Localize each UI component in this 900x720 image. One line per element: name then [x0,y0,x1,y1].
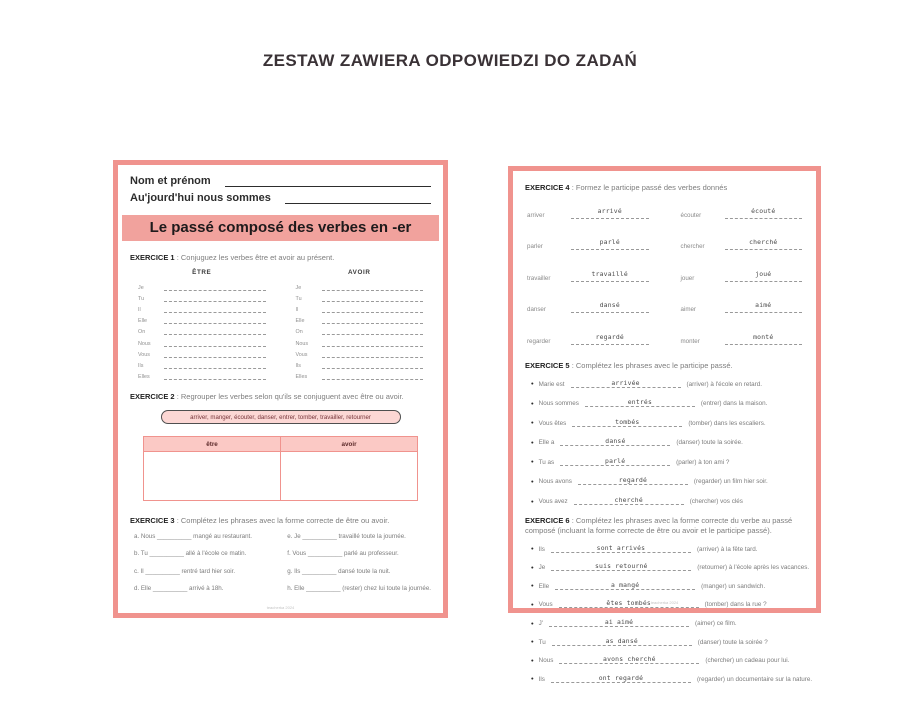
conjugation-row [296,347,424,358]
exercise-6-instruction: : Complétez les phrases avec la forme correcte du verbe au passé composé (incluant la forme correcte de être ou avoir et le participe passé). [525,515,793,536]
sentence-item: h. Elle __________ (rester) chez lui toute la journée. [287,585,431,593]
pronoun-label: Elle [295,318,305,325]
conjugation-row [138,302,266,313]
conjugation-table [130,269,431,381]
exercise-3-label: EXERCICE 3 [130,516,175,526]
verb-label: parler [527,243,543,250]
answer-line [725,200,803,219]
etre-column [138,269,266,381]
sentence-item [531,496,804,505]
answer-line [725,294,803,313]
sentence-end: (aimer) ce film. [695,620,737,628]
exercise-5-heading [525,361,804,372]
sentence-end: (arriver) à la fête tard. [696,545,758,553]
conjugation-row [296,291,424,302]
sentence-end: (manger) un sandwich. [701,582,766,590]
exercise-2-heading [130,392,431,403]
verb-label: écouter [680,211,702,219]
pronoun-label: Ils [295,363,301,369]
pronoun-label: Elle [138,318,147,325]
answer-line [725,231,803,250]
answer-blank-line [164,305,266,313]
verb-word-bank: arriver, manger, écouter, danser, entrer, tomber, travailler, retourner [161,410,401,425]
answer-line [725,326,803,345]
sentence-start: • Elle a [538,439,555,447]
handwritten-answer: monté [753,332,774,341]
sentence-start: • J' [538,620,543,628]
sentence-end: (arriver) à l'école en retard. [686,380,762,388]
name-field-row [130,175,431,187]
sentence-start: • Nous avons [538,478,572,486]
conjugation-row [138,347,266,358]
name-blank-line [225,175,431,187]
conjugation-row [296,369,424,380]
answer-blank-line [322,339,424,347]
sentence-item [531,457,804,466]
handwritten-answer: dansé [605,437,626,446]
exercise-4-heading [525,183,804,194]
sentence-start: • Tu [538,638,546,646]
answer-line [574,496,684,505]
pronoun-label: Tu [295,295,302,302]
page-title: ZESTAW ZAWIERA ODPOWIEDZI DO ZADAŃ [262,51,638,70]
sentence-end: (regarder) un documentaire sur la nature. [696,675,813,683]
verb-label: jouer [680,274,695,282]
sentence-item: b. Tu __________ allé à l'école ce matin. [134,550,247,558]
sentence-item [531,418,804,427]
date-blank-line [285,192,431,204]
answer-blank-line [322,316,424,324]
answer-line [549,618,689,627]
handwritten-answer: cherché [749,238,778,246]
conjugation-row [138,335,266,346]
page-footer-watermark: teacherka 2024 [266,605,295,610]
handwritten-answer: aimé [755,301,772,309]
worksheet-page-2 [508,166,821,683]
answer-blank-line [164,372,266,380]
handwritten-answer: parlé [605,456,626,465]
pronoun-label: Je [138,284,144,291]
sentence-start: • Ils [538,675,545,683]
answer-line [571,231,649,250]
handwritten-answer: ont regardé [598,673,644,682]
pronoun-label: Il [138,307,141,314]
handwritten-answer: a mangé [610,580,640,589]
answer-blank-line [164,294,266,302]
exercise-4-label: EXERCICE 4 [525,183,570,192]
exercise-2-label: EXERCICE 2 [130,392,175,402]
sentence-start: • Je [538,564,546,572]
handwritten-answer: avons cherché [603,655,656,664]
participle-row [527,200,649,219]
handwritten-answer: êtes tombés [606,599,651,608]
participle-row [527,326,649,345]
answer-blank-line [322,361,424,369]
exercise-6-heading [525,516,804,537]
exercise-3-instruction: : Complétez les phrases avec la forme correcte de être ou avoir. [174,516,390,526]
conjugation-row [138,280,266,291]
sentence-start: • Nous [538,657,554,665]
answer-line [572,418,682,427]
sentence-item [531,437,804,446]
verb-label: monter [680,337,700,345]
etre-avoir-sorting-table [143,436,418,501]
sentence-item [531,379,804,388]
sentence-item [531,562,810,572]
participle-row [681,200,803,219]
sentence-item: g. Ils __________ dansé toute la nuit. [287,567,391,575]
handwritten-answer: tombés [615,417,640,426]
exercise-5-label: EXERCICE 5 [525,361,570,370]
sentence-start: • Vous [538,601,553,609]
sentence-item: d. Elle __________ arrivé à 18h. [134,585,224,593]
sentence-end: (tomber) dans la rue ? [704,601,767,609]
answer-line [571,294,649,313]
answer-line [551,674,691,683]
handwritten-answer: arrivée [611,378,640,387]
answer-line [551,544,691,553]
answer-line [571,379,681,388]
conjugation-row [296,302,424,313]
answer-line [585,398,695,407]
answer-line [552,637,692,646]
pronoun-label: Nous [138,340,151,347]
verb-label: danser [527,306,546,313]
avoir-column [296,269,424,381]
handwritten-answer: cherché [614,496,643,505]
sorting-table-header-etre: être [144,437,281,452]
pronoun-label: Elles [295,374,308,381]
answer-blank-line [164,316,266,324]
sentence-item [531,637,804,646]
answer-line [560,437,670,446]
answer-blank-line [322,283,424,291]
answer-line [559,655,699,664]
exercise-3-right-column [287,533,431,603]
pronoun-label: On [138,329,146,336]
pronoun-label: Elles [138,374,150,381]
conjugation-row [296,324,424,335]
sentence-end: (danser) toute la soirée ? [697,638,768,646]
sorting-table-cell-avoir [281,452,418,501]
sentence-end: (retourner) à l'école après les vacances. [697,564,810,572]
answer-blank-line [164,327,266,335]
exercise-1-heading [130,253,431,264]
sorting-table-header-avoir: avoir [281,437,418,452]
answer-line [578,476,688,485]
sentence-item [531,544,804,553]
conjugation-row [296,280,424,291]
pronoun-label: Vous [295,351,308,358]
handwritten-answer: arrivé [597,206,622,215]
answer-blank-line [164,283,266,291]
pronoun-label: Je [295,284,302,291]
conjugation-row [138,369,266,380]
answer-blank-line [164,339,266,347]
exercise-3-left-column [134,533,277,603]
worksheet-title-banner: Le passé composé des verbes en -er [122,215,439,241]
handwritten-answer: parlé [599,238,620,246]
exercise-1-instruction: : Conjuguez les verbes être et avoir au présent. [174,253,335,262]
date-label: Au'jourd'hui nous sommes [130,192,271,204]
answer-line [571,326,649,345]
answer-line [725,263,803,282]
verb-label: aimer [680,306,696,313]
sentence-start: • Elle [538,582,550,590]
participle-row [527,294,649,313]
answer-blank-line [322,305,424,313]
answer-blank-line [164,350,266,358]
exercise-6-label: EXERCICE 6 [525,515,570,525]
sentence-start: • Nous sommes [538,400,579,408]
verb-label: chercher [680,243,705,250]
exercise-4-right-column [681,200,803,358]
exercise-5-items [525,379,804,506]
sentence-item [531,655,804,664]
participle-row [527,231,649,250]
exercise-3-heading [130,516,431,527]
sorting-table-cell-etre [144,452,281,501]
sentence-end: (regarder) un film hier soir. [693,478,768,486]
verb-label: regarder [527,337,551,345]
sentence-item [531,398,804,407]
handwritten-answer: suis retourné [594,562,648,571]
sentence-start: • Vous avez [538,498,568,506]
sentence-item: a. Nous __________ mangé au restaurant. [134,532,252,540]
handwritten-answer: as dansé [605,636,638,645]
participle-row [527,263,649,282]
participle-row [681,231,803,250]
verb-label: arriver [527,211,545,219]
sentence-end: (danser) toute la soirée. [676,439,743,447]
conjugation-row [138,358,266,369]
handwritten-answer: dansé [599,301,620,309]
participle-row [681,326,803,345]
exercise-4-left-column [527,200,649,358]
conjugation-row [296,358,424,369]
worksheet-page-1 [113,160,448,618]
sentence-item [531,476,804,485]
sentence-end: (chercher) un cadeau pour lui. [705,657,790,665]
handwritten-answer: entrés [627,398,653,407]
exercise-3-items [130,533,431,603]
conjugation-row [138,324,266,335]
answer-line [571,263,649,282]
handwritten-answer: regardé [618,476,648,485]
pronoun-label: On [295,329,303,336]
answer-line [551,562,691,571]
name-label: Nom et prénom [130,175,211,187]
participle-row [681,263,803,282]
sentence-start: • Ils [538,545,545,553]
answer-line [571,200,649,219]
sentence-start: • Vous êtes [538,419,567,427]
exercise-6-items [525,543,813,683]
handwritten-answer: écouté [751,206,776,215]
conjugation-row [296,335,424,346]
pronoun-label: Il [295,307,299,314]
answer-blank-line [322,350,424,358]
answer-blank-line [322,372,424,380]
handwritten-answer: travaillé [591,269,628,278]
handwritten-answer: ai aimé [604,618,634,627]
answer-blank-line [164,361,266,369]
exercise-5-instruction: : Complétez les phrases avec le participe passé. [569,361,733,370]
pronoun-label: Vous [138,351,150,358]
date-field-row [130,192,431,204]
handwritten-answer: regardé [595,332,624,341]
sentence-end: (entrer) dans la maison. [700,400,768,408]
conjugation-row [138,291,266,302]
sentence-start: • Marie est [538,380,565,388]
sentence-item [531,618,804,627]
pronoun-label: Nous [295,340,309,347]
etre-column-header: ÊTRE [192,268,212,276]
handwritten-answer: joué [755,269,772,278]
participle-row [681,294,803,313]
sentence-item: e. Je __________ travaillé toute la journée. [287,532,406,540]
sentence-item [531,673,813,683]
pronoun-label: Tu [138,295,145,302]
answer-line [555,581,695,590]
page-footer-watermark: teacherka 2024 [650,600,679,605]
answer-line [560,457,670,466]
sentence-end: (parler) à ton ami ? [676,458,730,466]
sentence-item: f. Vous __________ parlé au professeur. [287,550,399,558]
exercise-4-items [525,200,804,358]
sentence-end: (chercher) vos clés [689,498,743,506]
pronoun-label: Ils [138,363,144,369]
verb-label: travailler [527,274,551,282]
handwritten-answer: sont arrivés [596,543,646,552]
answer-blank-line [322,294,424,302]
conjugation-row [296,313,424,324]
sentence-item: c. Il __________ rentré tard hier soir. [134,567,236,575]
exercise-4-instruction: : Formez le participe passé des verbes donnés [569,183,728,192]
sentence-start: • Tu as [538,458,555,466]
conjugation-row [138,313,266,324]
sentence-item [531,581,804,590]
avoir-column-header: AVOIR [348,268,371,276]
exercise-2-instruction: : Regrouper les verbes selon qu'ils se conjuguent avec être ou avoir. [174,392,404,402]
answer-blank-line [322,327,424,335]
exercise-1-label: EXERCICE 1 [130,253,175,262]
sentence-end: (tomber) dans les escaliers. [688,419,766,427]
